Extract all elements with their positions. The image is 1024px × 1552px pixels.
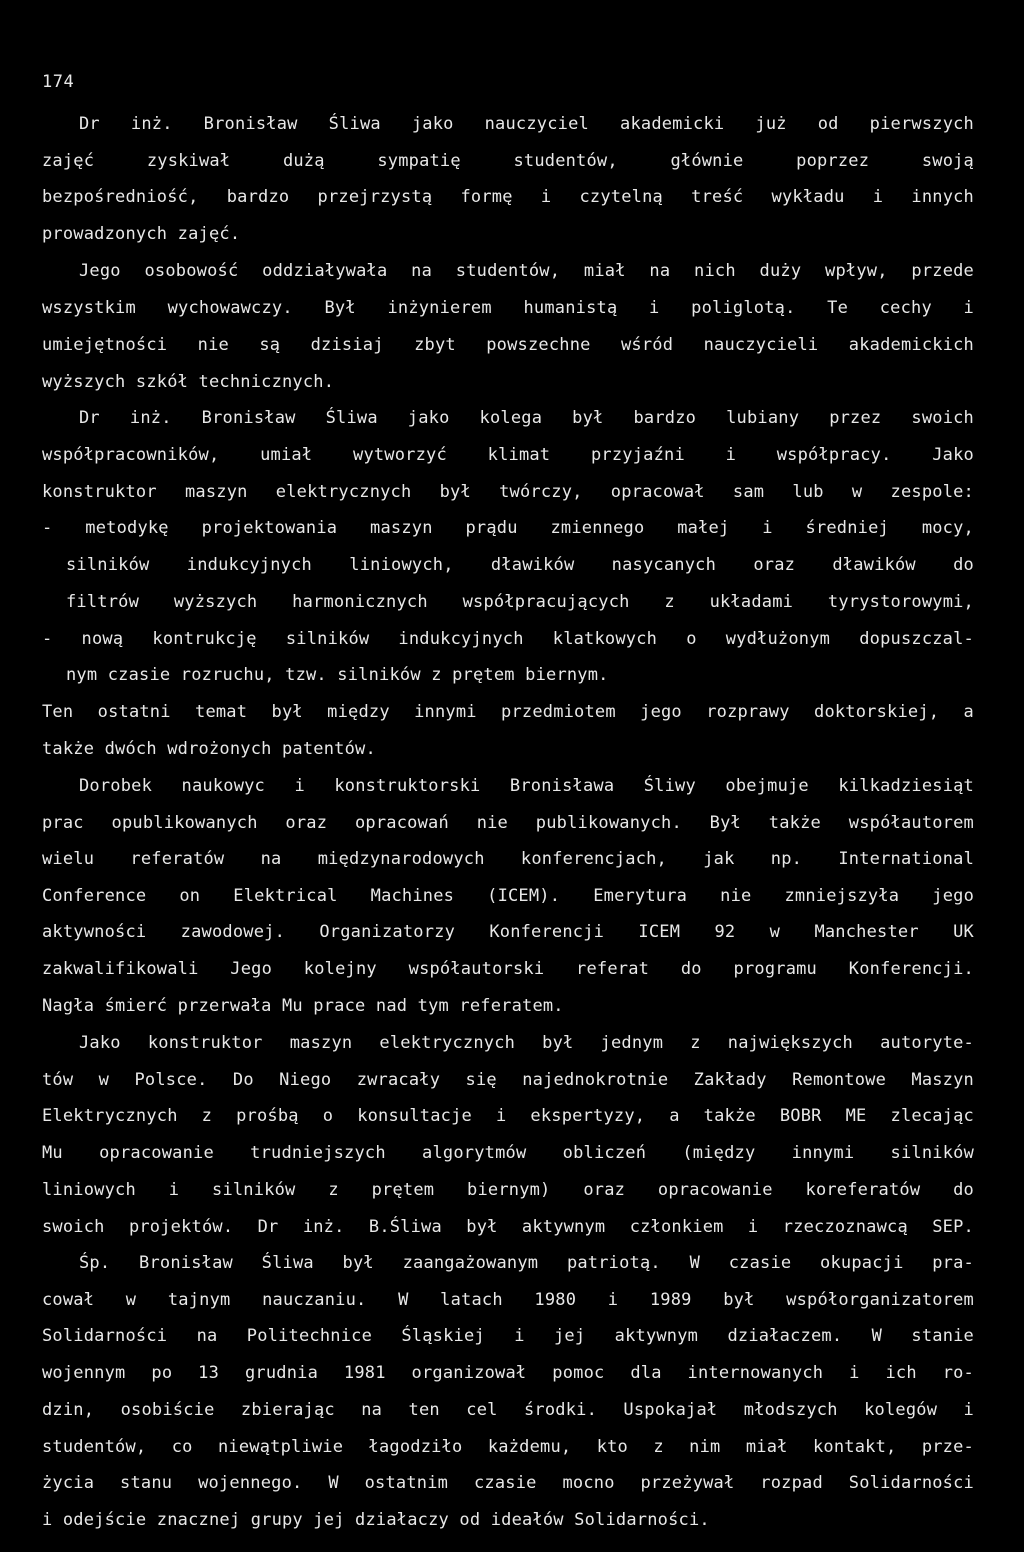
text-line: i odejście znacznej grupy jej działaczy od ideałów Solidarności. xyxy=(42,1510,710,1530)
text-line: silników indukcyjnych liniowych, dławików nasycanych oraz dławików do xyxy=(66,555,974,575)
text-line: wyższych szkół technicznych. xyxy=(42,372,335,392)
text-line: Elektrycznych z prośbą o konsultacje i ekspertyzy, a także BOBR ME zlecając xyxy=(42,1106,974,1126)
text-line: umiejętności nie są dzisiaj zbyt powszechne wśród nauczycieli akademickich xyxy=(42,335,974,355)
text-line: studentów, co niewątpliwie łagodziło każdemu, kto z nim miał kontakt, prze- xyxy=(42,1437,974,1457)
text-line: tów w Polsce. Do Niego zwracały się najednokrotnie Zakłady Remontowe Maszyn xyxy=(42,1070,974,1090)
text-line: Mu opracowanie trudniejszych algorytmów obliczeń (między innymi silników xyxy=(42,1143,974,1163)
text-line: - metodykę projektowania maszyn prądu zmiennego małej i średniej mocy, xyxy=(42,518,974,538)
text-line: Ten ostatni temat był między innymi przedmiotem jego rozprawy doktorskiej, a xyxy=(42,702,974,722)
text-line: Dr inż. Bronisław Śliwa jako kolega był bardzo lubiany przez swoich xyxy=(79,408,974,428)
text-line: nym czasie rozruchu, tzw. silników z prętem biernym. xyxy=(66,665,609,685)
text-line: Dorobek naukowyc i konstruktorski Bronisława Śliwy obejmuje kilkadziesiąt xyxy=(79,776,974,796)
text-line: bezpośredniość, bardzo przejrzystą formę i czytelną treść wykładu i innych xyxy=(42,187,974,207)
text-line: zajęć zyskiwał dużą sympatię studentów, głównie poprzez swoją xyxy=(42,151,974,171)
text-line: Śp. Bronisław Śliwa był zaangażowanym patriotą. W czasie okupacji pra- xyxy=(79,1253,974,1273)
text-line: Jako konstruktor maszyn elektrycznych był jednym z największych autoryte- xyxy=(79,1033,974,1053)
text-line: Dr inż. Bronisław Śliwa jako nauczyciel akademicki już od pierwszych xyxy=(79,114,974,134)
text-line: prowadzonych zajęć. xyxy=(42,224,241,244)
text-line: konstruktor maszyn elektrycznych był twórczy, opracował sam lub w zespole: xyxy=(42,482,974,502)
text-line: filtrów wyższych harmonicznych współpracujących z układami tyrystorowymi, xyxy=(66,592,974,612)
text-line: współpracowników, umiał wytworzyć klimat przyjaźni i współpracy. Jako xyxy=(42,445,974,465)
text-line: wielu referatów na międzynarodowych konferencjach, jak np. International xyxy=(42,849,974,869)
text-line: aktywności zawodowej. Organizatorzy Konferencji ICEM 92 w Manchester UK xyxy=(42,922,974,942)
text-line: - nową kontrukcję silników indukcyjnych klatkowych o wydłużonym dopuszczal- xyxy=(42,629,974,649)
page-number: 174 xyxy=(42,72,75,92)
text-line: Jego osobowość oddziaływała na studentów, miał na nich duży wpływ, przede xyxy=(79,261,974,281)
text-line: zakwalifikowali Jego kolejny współautorski referat do programu Konferencji. xyxy=(42,959,974,979)
text-line: Conference on Elektrical Machines (ICEM). Emerytura nie zmniejszyła jego xyxy=(42,886,974,906)
text-line: życia stanu wojennego. W ostatnim czasie mocno przeżywał rozpad Solidarności xyxy=(42,1473,974,1493)
text-line: wszystkim wychowawczy. Był inżynierem humanistą i poliglotą. Te cechy i xyxy=(42,298,974,318)
text-line: prac opublikowanych oraz opracowań nie publikowanych. Był także współautorem xyxy=(42,813,974,833)
text-line: wojennym po 13 grudnia 1981 organizował pomoc dla internowanych i ich ro- xyxy=(42,1363,974,1383)
text-line: dzin, osobiście zbierając na ten cel środki. Uspokajał młodszych kolegów i xyxy=(42,1400,974,1420)
text-line: Solidarności na Politechnice Śląskiej i jej aktywnym działaczem. W stanie xyxy=(42,1326,974,1346)
text-line: Nagła śmierć przerwała Mu prace nad tym referatem. xyxy=(42,996,564,1016)
text-line: cował w tajnym nauczaniu. W latach 1980 i 1989 był współorganizatorem xyxy=(42,1290,974,1310)
text-line: liniowych i silników z prętem biernym) oraz opracowanie koreferatów do xyxy=(42,1180,974,1200)
text-line: także dwóch wdrożonych patentów. xyxy=(42,739,376,759)
text-line: swoich projektów. Dr inż. B.Śliwa był aktywnym członkiem i rzeczoznawcą SEP. xyxy=(42,1217,974,1237)
